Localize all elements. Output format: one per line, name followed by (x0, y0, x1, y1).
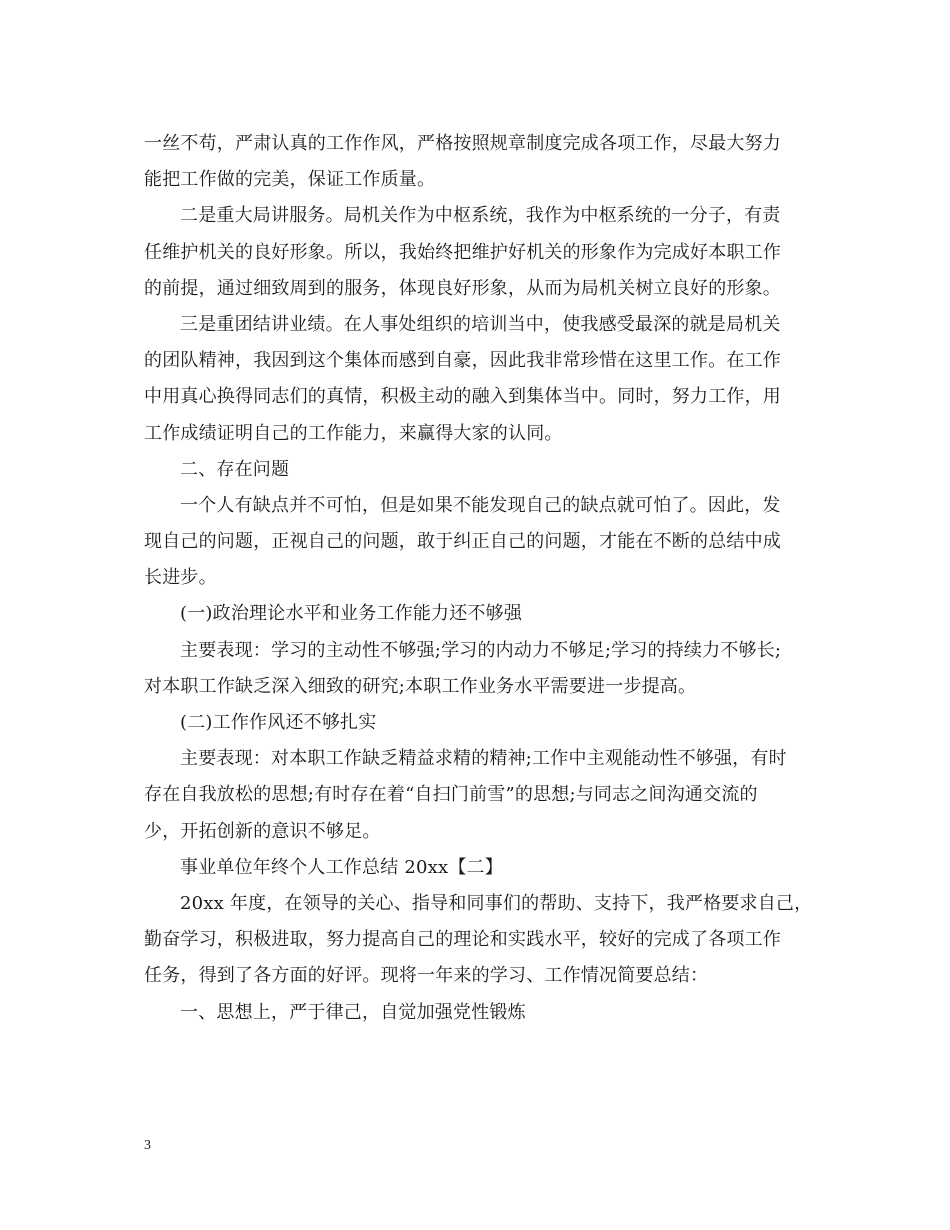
text-line: 20xx 年度，在领导的关心、指导和同事们的帮助、支持下，我严格要求自己， (180, 892, 813, 914)
document-body (144, 126, 813, 1031)
text-line: 对本职工作缺乏深入细致的研究;本职工作业务水平需要进一步提高。 (144, 675, 697, 697)
subsection-heading: (二)工作作风还不够扎实 (180, 712, 377, 733)
document-heading: 事业单位年终个人工作总结 20xx【二】 (180, 856, 503, 878)
section-heading: 一、思想上，严于律己，自觉加强党性锻炼 (180, 1001, 526, 1023)
section-heading: 二、存在问题 (180, 458, 290, 480)
text-line: 一丝不苟，严肃认真的工作作风，严格按照规章制度完成各项工作，尽最大努力 (144, 133, 781, 154)
text-line: 二是重大局讲服务。局机关作为中枢系统，我作为中枢系统的一分子，有责 (180, 205, 781, 227)
text-line: 的团队精神，我因到这个集体而感到自豪，因此我非常珍惜在这里工作。在工作 (144, 350, 781, 372)
subsection-heading: (一)政治理论水平和业务工作能力还不够强 (180, 603, 523, 625)
text-line: 的前提，通过细致周到的服务，体现良好形象，从而为局机关树立良好的形象。 (144, 277, 781, 299)
text-line: 一个人有缺点并不可怕，但是如果不能发现自己的缺点就可怕了。因此，发 (180, 494, 781, 516)
text-line: 任维护机关的良好形象。所以，我始终把维护好机关的形象作为完成好本职工作 (144, 241, 781, 263)
text-line: 任务，得到了各方面的好评。现将一年来的学习、工作情况简要总结： (144, 965, 709, 987)
text-line: 工作成绩证明自己的工作能力，来赢得大家的认同。 (144, 422, 563, 444)
text-line: 少，开拓创新的意识不够足。 (144, 820, 381, 842)
page-number: 3 (144, 1138, 151, 1153)
text-line: 存在自我放松的思想;有时存在着“自扫门前雪”的思想;与同志之间沟通交流的 (144, 784, 758, 806)
text-line: 主要表现：对本职工作缺乏精益求精的精神;工作中主观能动性不够强，有时 (180, 748, 787, 770)
text-line: 长进步。 (144, 567, 217, 589)
text-line: 三是重团结讲业绩。在人事处组织的培训当中，使我感受最深的就是局机关 (180, 313, 781, 335)
text-line: 勤奋学习，积极进取，努力提高自己的理论和实践水平，较好的完成了各项工作 (144, 929, 781, 951)
text-line: 主要表现：学习的主动性不够强;学习的内动力不够足;学习的持续力不够长; (180, 639, 782, 661)
text-line: 现自己的问题，正视自己的问题，敢于纠正自己的问题，才能在不断的总结中成 (144, 531, 781, 553)
text-line: 能把工作做的完美，保证工作质量。 (144, 169, 436, 191)
text-line: 中用真心换得同志们的真情，积极主动的融入到集体当中。同时，努力工作，用 (144, 386, 781, 408)
